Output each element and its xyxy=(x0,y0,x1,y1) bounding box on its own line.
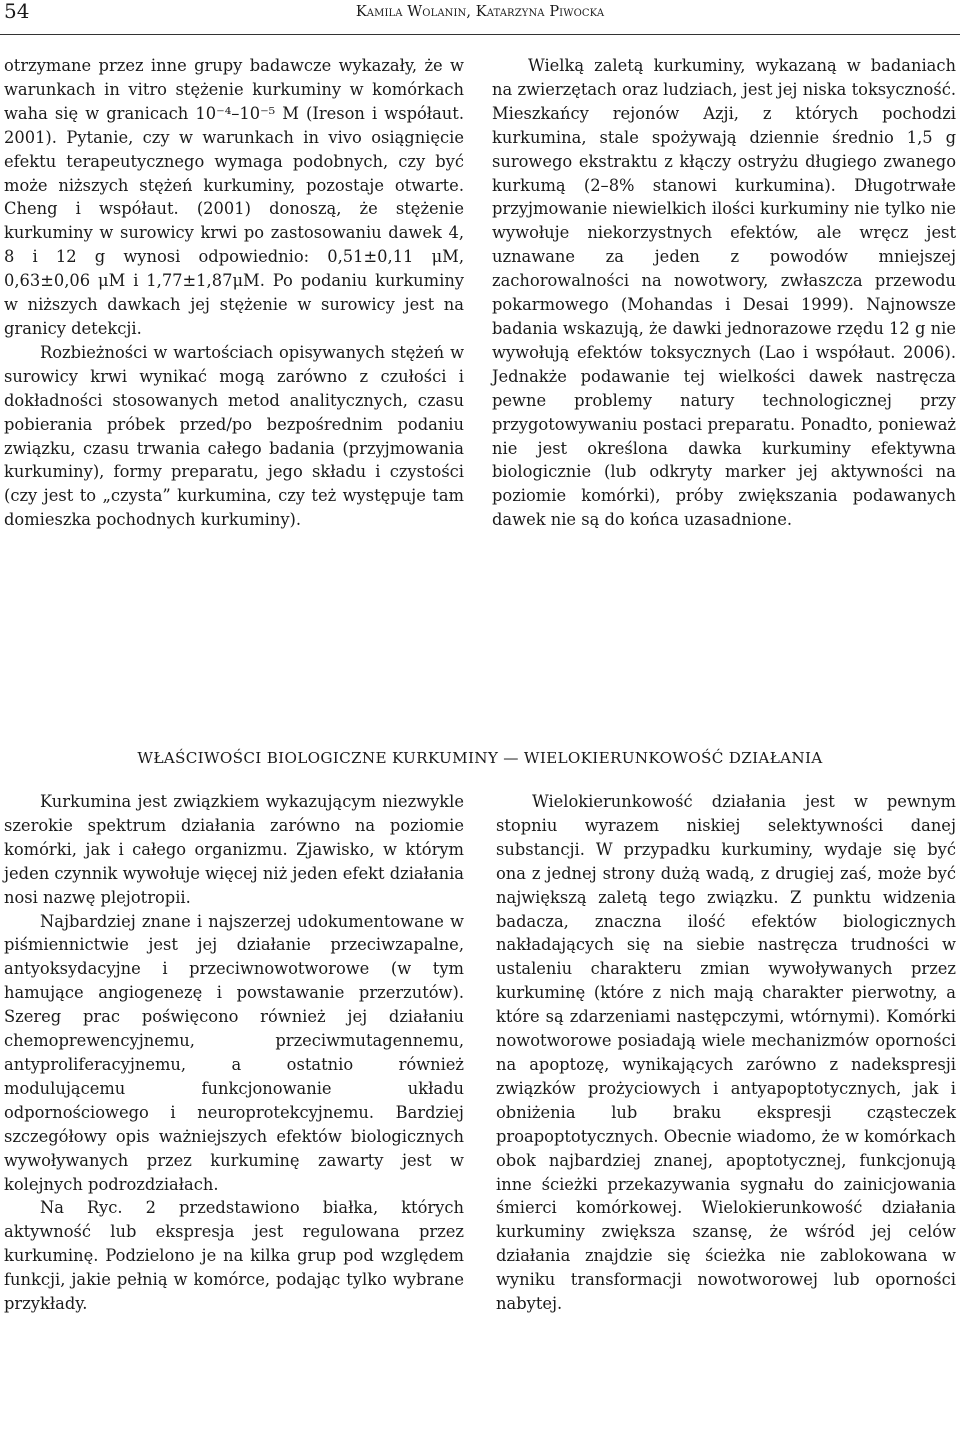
running-head: Kamila Wolanin, Katarzyna Piwocka xyxy=(355,4,605,20)
paragraph: Najbardziej znane i najszerzej udokumentowane w piśmiennictwie jest jej działanie przeciwzapalne, antyoksydacyjne i przeciwnowotworowe (w tym hamujące angiogenezę i powstawanie przerzutów). Szereg prac poświęcono również jej działaniu chemoprewencyjnemu, przeciwmutagennemu, antyproliferacyjnemu, a ostatnio również modulującemu funkcjonowanie układu odpornościowego i neuroprotekcyjnemu. Bardziej szczegółowy opis ważniejszych efektów biologicznych wywoływanych przez kurkuminę zawarty jest w kolejnych podrozdziałach. xyxy=(4,911,464,1194)
paragraph: Na Ryc. 2 przedstawiono białka, których aktywność lub ekspresja jest regulowana przez kurkuminę. Podzielono je na kilka grup pod względem funkcji, jakie pełnią w komórce, podając tylko wybrane przykłady. xyxy=(4,1198,464,1314)
paragraph: otrzymane przez inne grupy badawcze wykazały, że w warunkach in vitro stężenie kurkuminy w komórkach waha się w granicach 10⁻⁴–10⁻⁵ M (Ireson i współaut. 2001). Pytanie, czy w warunkach in vivo osiągnięcie efektu terapeutycznego wymaga podobnych, czy być może niższych stężeń kurkuminy, pozostaje otwarte. Cheng i współaut. (2001) donoszą, że stężenie kurkuminy w surowicy krwi po zastosowaniu dawek 4, 8 i 12 g wynosi odpowiednio: 0,51±0,11 μM, 0,63±0,06 μM i 1,77±1,87μM. Po podaniu kurkuminy w niższych dawkach jej stężenie w surowicy jest na granicy detekcji. xyxy=(4,56,464,338)
paragraph: Wielokierunkowość działania jest w pewnym stopniu wyrazem niskiej selektywności danej substancji. W przypadku kurkuminy, wydaje się być ona z jednej strony dużą wadą, z drugiej zaś, może być największą zaletą tego związku. Z punktu widzenia badacza, znaczna ilość efektów biologicznych nakładających się na siebie nastręcza trudności w ustaleniu charakteru zmian wywoływanych przez kurkuminę (które z nich mają charakter pierwotny, a które są zdarzeniami następczymi, wtórnymi). Komórki nowotworowe posiadają wiele mechanizmów oporności na apoptozę, wynikających zarówno z nadekspresji związków prożyciowych i antyapoptotycznych, jak i obniżenia lub braku ekspresji cząsteczek proapoptotycznych. Obecnie wiadomo, że w komórkach obok najbardziej znanej, apoptotycznej, funkcjonują inne ścieżki przekazywania sygnału do zainicjowania śmierci komórkowej. Wielokierunkowość działania kurkuminy zwiększa szansę, że wśród jej celów działania znajdzie się ścieżka nie zablokowana w wyniku transformacji nowotworowej lub oporności nabytej. xyxy=(496,792,956,1314)
page-number: 54 xyxy=(4,0,30,23)
column-bottom-left xyxy=(4,790,464,1316)
paragraph: Wielką zaletą kurkuminy, wykazaną w badaniach na zwierzętach oraz ludziach, jest jej niska toksyczność. Mieszkańcy rejonów Azji, z których pochodzi kurkumina, stale spożywają dziennie średnio 1,5 g surowego ekstraktu z kłączy ostryżu długiego zwanego kurkumą (2–8% stanowi kurkumina). Długotrwałe przyjmowanie niewielkich ilości kurkuminy nie tylko nie wywołuje niekorzystnych efektów, ale wręcz jest uznawane za jeden z powodów mniejszej zachorowalności na nowotwory, zwłaszcza przewodu pokarmowego (Mohandas i Desai 1999). Najnowsze badania wskazują, że dawki jednorazowe rzędu 12 g nie wywołują efektów toksycznych (Lao i współaut. 2006). Jednakże podawanie tej wielkości dawek nastręcza pewne problemy natury technologicznej przy przygotowywaniu postaci preparatu. Ponadto, ponieważ nie jest określona dawka kurkuminy efektywna biologicznie (lub odkryty marker jej aktywności na poziomie komórki), próby zwiększania podawanych dawek nie są do końca uzasadnione. xyxy=(492,56,956,530)
column-top-right xyxy=(492,54,956,532)
header-rule xyxy=(0,34,960,35)
paragraph: Kurkumina jest związkiem wykazującym niezwykle szerokie spektrum działania zarówno na poziomie komórki, jak i całego organizmu. Zjawisko, w którym jeden czynnik wywołuje więcej niż jeden efekt działania nosi nazwę plejotropii. xyxy=(4,792,464,907)
page-header xyxy=(0,0,960,40)
column-top-left xyxy=(4,54,464,532)
section-title: WŁAŚCIWOŚCI BIOLOGICZNE KURKUMINY — WIELOKIERUNKOWOŚĆ DZIAŁANIA xyxy=(137,749,823,767)
paragraph: Rozbieżności w wartościach opisywanych stężeń w surowicy krwi wynikać mogą zarówno z czułości i dokładności stosowanych metod analitycznych, czasu pobierania próbek przed/po bezpośrednim podaniu związku, czasu trwania całego badania (przyjmowania kurkuminy), formy preparatu, jego składu i czystości (czy jest to „czysta” kurkumina, czy też występuje tam domieszka pochodnych kurkuminy). xyxy=(4,342,464,530)
column-bottom-right xyxy=(496,790,956,1316)
